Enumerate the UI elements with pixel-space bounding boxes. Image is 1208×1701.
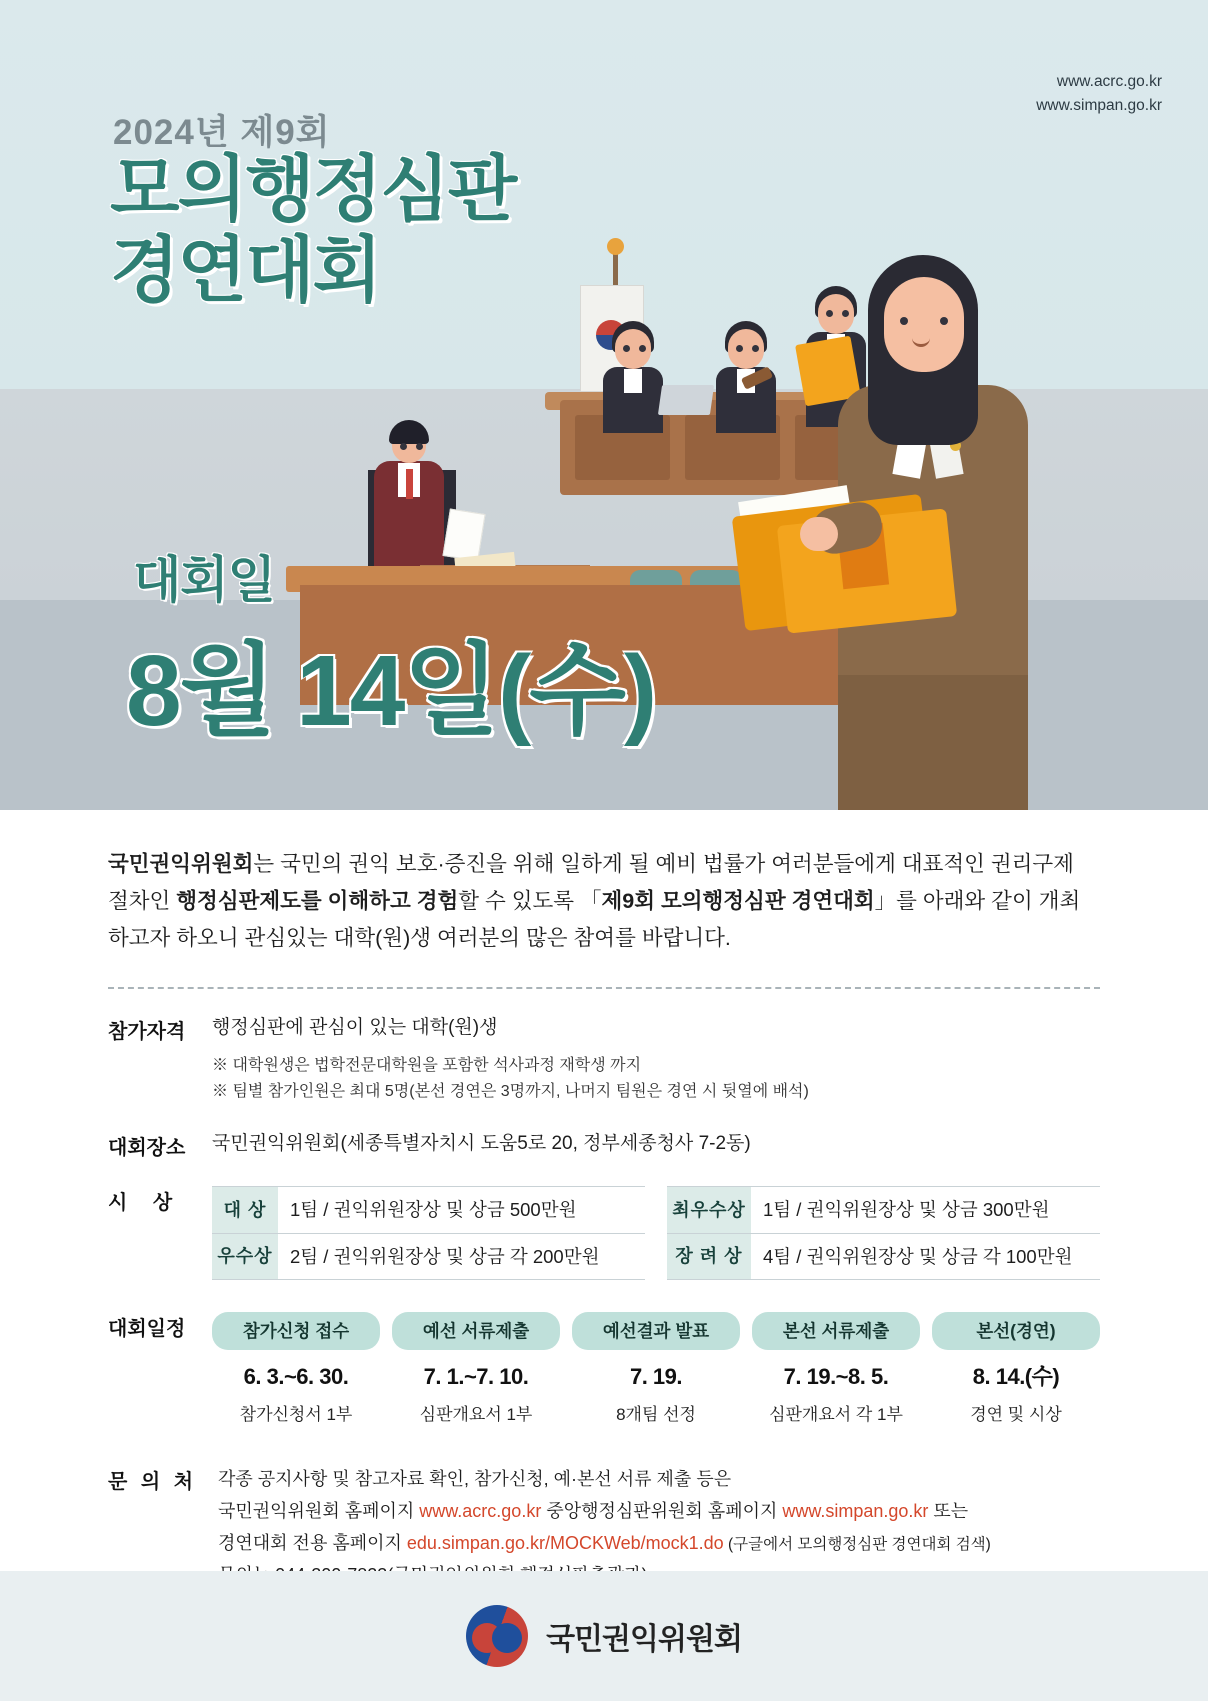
event-date-month: 8월 (126, 635, 275, 747)
laptop-icon (658, 385, 714, 415)
contact-line2-c: 또는 (928, 1500, 969, 1521)
intro-text-1: 는 국민의 권익 보호·증진을 위해 일하게 될 예비 법률가 여러분들에게 대표적인 권리구제 절차인 (108, 852, 1074, 913)
schedule-desc: 경연 및 시상 (970, 1405, 1062, 1425)
prize-row (667, 1186, 1100, 1234)
poster-title-line2: 경연대회 (110, 230, 381, 311)
schedule-desc: 심판개요서 각 1부 (769, 1405, 903, 1425)
schedule-item (572, 1312, 740, 1428)
section-schedule (0, 1310, 1208, 1428)
contact-line-3 (218, 1527, 1100, 1559)
footer-organization: 국민권익위원회 (546, 1623, 742, 1656)
poster-content (0, 846, 1208, 1591)
intro-text-3: 」를 아래와 같이 개최하고자 하오니 관심있는 대학(원)생 여러분의 많은 참여를 바랍니다. (108, 888, 1081, 950)
hero-urls (1036, 70, 1162, 118)
intro-bold-2: 행정심판제도를 이해하고 경험 (176, 888, 459, 913)
prize-key: 우수상 (212, 1234, 278, 1280)
divider (108, 987, 1100, 989)
schedule-date: 7. 1.~7. 10. (423, 1364, 529, 1390)
section-prizes (0, 1184, 1208, 1280)
event-date-value (126, 610, 655, 754)
schedule-label: 대회일정 (108, 1318, 186, 1341)
contact-line3-b: (구글에서 모의행정심판 경연대회 검색) (723, 1535, 991, 1553)
event-date-label: 대회일 (133, 552, 275, 608)
link-mockweb[interactable]: edu.simpan.go.kr/MOCKWeb/mock1.do (406, 1532, 724, 1553)
intro-bold-3: 제9회 모의행정심판 경연대회 (601, 888, 875, 913)
prize-key: 최우수상 (667, 1187, 751, 1233)
eligibility-value: 행정심판에 관심이 있는 대학(원)생 (212, 1016, 498, 1038)
footer (0, 1571, 1208, 1701)
prize-row (212, 1186, 645, 1234)
schedule-date: 7. 19. (629, 1364, 683, 1390)
schedule-desc: 8개팀 선정 (616, 1405, 696, 1425)
schedule-item (752, 1312, 920, 1428)
prize-value: 2팀 / 권익위원장상 및 상금 각 200만원 (290, 1245, 600, 1267)
intro-org: 국민권익위원회 (108, 852, 254, 876)
schedule-date: 7. 19.~8. 5. (783, 1364, 889, 1390)
poster-title-line1: 모의행정심판 (110, 150, 516, 230)
event-date-day: 14일(수) (296, 635, 656, 747)
contact-line-1: 각종 공지사항 및 참고자료 확인, 참가신청, 예·본선 서류 제출 등은 (218, 1468, 732, 1489)
intro-paragraph (0, 846, 1208, 957)
contact-line2-a: 국민권익위원회 홈페이지 (218, 1500, 420, 1521)
prize-table (212, 1186, 1100, 1280)
schedule-pill: 본선(경연) (932, 1312, 1100, 1350)
schedule-item (392, 1312, 560, 1428)
section-venue (0, 1129, 1208, 1160)
schedule-pill: 예선결과 발표 (572, 1312, 740, 1350)
contact-line2-b: 중앙행정심판위원회 홈페이지 (541, 1500, 783, 1521)
contact-label: 문 의 처 (108, 1470, 198, 1493)
prize-row (667, 1234, 1100, 1281)
venue-label: 대회장소 (108, 1137, 186, 1160)
link-simpan[interactable]: www.simpan.go.kr (782, 1500, 929, 1521)
eligibility-note-1: ※ 대학원생은 법학전문대학원을 포함한 석사과정 재학생 까지 (212, 1057, 642, 1075)
poster-year: 2024년 제9회 (113, 113, 331, 152)
url-acrc: www.acrc.go.kr (1056, 73, 1162, 90)
schedule-pill: 예선 서류제출 (392, 1312, 560, 1350)
link-acrc[interactable]: www.acrc.go.kr (419, 1500, 542, 1521)
prize-value: 1팀 / 권익위원장상 및 상금 500만원 (290, 1199, 577, 1221)
intro-text-2: 할 수 있도록 「 (458, 888, 602, 913)
prize-key: 장 려 상 (667, 1234, 751, 1280)
eligibility-note-2: ※ 팀별 참가인원은 최대 5명(본선 경연은 3명까지, 나머지 팀원은 경연 시 뒷열에 배석) (212, 1083, 809, 1101)
schedule-list (212, 1312, 1100, 1428)
schedule-desc: 심판개요서 1부 (419, 1405, 533, 1425)
venue-value: 국민권익위원회(세종특별자치시 도움5로 20, 정부세종청사 7-2동) (212, 1133, 751, 1155)
prize-value: 4팀 / 권익위원장상 및 상금 각 100만원 (763, 1245, 1073, 1267)
schedule-item (212, 1312, 380, 1428)
prize-key: 대 상 (212, 1187, 278, 1233)
contact-line-2 (218, 1495, 1100, 1527)
prize-value: 1팀 / 권익위원장상 및 상금 300만원 (763, 1199, 1050, 1221)
contact-line3-a: 경연대회 전용 홈페이지 (218, 1532, 407, 1553)
eligibility-label: 참가자격 (108, 1020, 186, 1043)
schedule-item (932, 1312, 1100, 1428)
schedule-pill: 본선 서류제출 (752, 1312, 920, 1350)
prize-table-gap (645, 1186, 667, 1280)
flag-knob-icon (607, 238, 624, 255)
poster-title (110, 150, 515, 311)
schedule-date: 6. 3.~6. 30. (243, 1364, 349, 1390)
section-eligibility (0, 1013, 1208, 1105)
prizes-label: 시 상 (108, 1192, 183, 1215)
prize-row (212, 1234, 645, 1281)
poster-hero (0, 0, 1208, 810)
government-emblem-icon (466, 1605, 528, 1667)
schedule-date: 8. 14.(수) (972, 1364, 1060, 1390)
schedule-pill: 참가신청 접수 (212, 1312, 380, 1350)
schedule-desc: 참가신청서 1부 (239, 1405, 353, 1425)
url-simpan: www.simpan.go.kr (1036, 97, 1162, 115)
